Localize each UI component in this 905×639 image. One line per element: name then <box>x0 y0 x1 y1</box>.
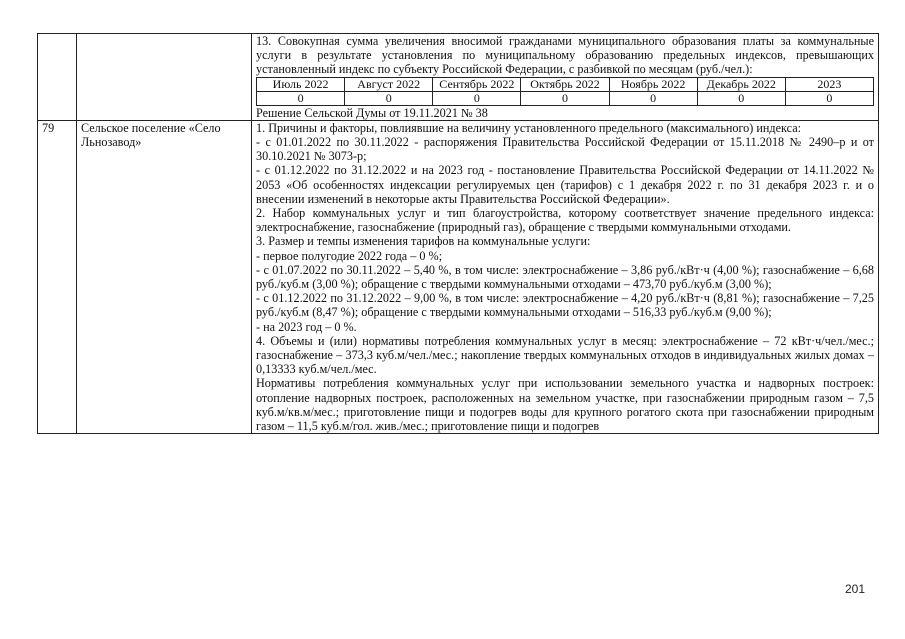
month-value: 0 <box>609 91 697 105</box>
paragraph: 1. Причины и факторы, повлиявшие на величину установленного предельного (максимального) индекса: <box>256 120 802 135</box>
paragraph: - с 01.01.2022 по 30.11.2022 - распоряжения Правительства Российской Федерации от 15.11.2018 № 2490–р и от 30.10.2021 № 3073-р; <box>256 135 874 164</box>
paragraph: - с 01.07.2022 по 30.11.2022 – 5,40 %, в том числе: электроснабжение – 3,86 руб./кВт·ч (4,00 %); газоснабжение – 6,68 руб./куб.м (3,00 %); обращение с твердыми коммунальными отходами – 473,70 руб./куб.м (3,00 %); <box>256 262 874 292</box>
months-table <box>256 77 874 106</box>
month-header: Август 2022 <box>345 77 433 91</box>
municipality-cell: Сельское поселение «Село Льнозавод» <box>77 120 252 433</box>
months-values-row <box>257 91 874 105</box>
month-header: Декабрь 2022 <box>697 77 785 91</box>
month-value: 0 <box>345 91 433 105</box>
table-row <box>38 120 879 433</box>
month-header: Октябрь 2022 <box>521 77 609 91</box>
month-value: 0 <box>433 91 521 105</box>
item-13-text: 13. Совокупная сумма увеличения вносимой гражданами муниципального образования платы за коммунальные услуги в результате установления по муниципальному образованию предельных индексов, превышающих установленный индекс по субъекту Российской Федерации, с разбивкой по месяцам (руб./чел.): <box>256 34 874 77</box>
municipality-cell <box>77 34 252 121</box>
paragraph: - с 01.12.2022 по 31.12.2022 – 9,00 %, в том числе: электроснабжение – 4,20 руб./кВт·ч (8,81 %); газоснабжение – 7,25 руб./куб.м (8,47 %); обращение с твердыми коммунальными отходами – 516,33 руб./куб.м (9,00 %); <box>256 291 874 320</box>
document-page <box>37 33 879 565</box>
paragraph: - первое полугодие 2022 года – 0 %; <box>256 248 443 263</box>
paragraph: - с 01.12.2022 по 31.12.2022 и на 2023 год - постановление Правительства Российской Федерации от 14.11.2022 № 2053 «Об особенностях индексации регулируемых цен (тарифов) с 1 декабря 2022 г. по 31 декабря 2023 г. и о внесении изменений в некоторые акты Правительства Российской Федерации». <box>256 163 874 206</box>
paragraph: 3. Размер и темпы изменения тарифов на коммунальные услуги: <box>256 234 591 249</box>
decision-text: Решение Сельской Думы от 19.11.2021 № 38 <box>256 105 488 120</box>
month-header: Июль 2022 <box>257 77 345 91</box>
paragraph: 2. Набор коммунальных услуг и тип благоустройства, которому соответствует значение предельного индекса: электроснабжение, газоснабжение (природный газ), обращение с твердыми коммунальными отходами. <box>256 206 874 235</box>
months-header-row <box>257 77 874 91</box>
description-cell <box>252 120 879 433</box>
row-number-cell <box>38 34 77 121</box>
paragraph: Нормативы потребления коммунальных услуг при использовании земельного участка и надворных построек: отопление надворных построек, расположенных на земельном участке, при газоснабжении природным газом – 7,5 куб.м/кв.м/мес.; приготовление пищи и подогрев воды для крупного рогатого скота при газоснабжении природным газом – 11,5 куб.м/гол. жив./мес.; приготовление пищи и подогрев <box>256 376 874 434</box>
month-value: 0 <box>521 91 609 105</box>
paragraph: 4. Объемы и (или) нормативы потребления коммунальных услуг в месяц: электроснабжение – 72 кВт·ч/чел./мес.; газоснабжение – 373,3 куб.м/чел./мес.; накопление твердых коммунальных отходов в индивидуальных жилых домах – 0,13333 куб.м/чел./мес. <box>256 333 874 377</box>
description-cell <box>252 34 879 121</box>
month-value: 0 <box>697 91 785 105</box>
month-value: 0 <box>785 91 873 105</box>
municipal-table <box>37 33 879 434</box>
page-number: 201 <box>845 582 866 596</box>
month-value: 0 <box>257 91 345 105</box>
paragraph: - на 2023 год – 0 %. <box>256 319 357 334</box>
month-header: Сентябрь 2022 <box>433 77 521 91</box>
table-row <box>38 34 879 121</box>
row-number-cell: 79 <box>38 120 77 433</box>
month-header: Ноябрь 2022 <box>609 77 697 91</box>
month-header: 2023 <box>785 77 873 91</box>
